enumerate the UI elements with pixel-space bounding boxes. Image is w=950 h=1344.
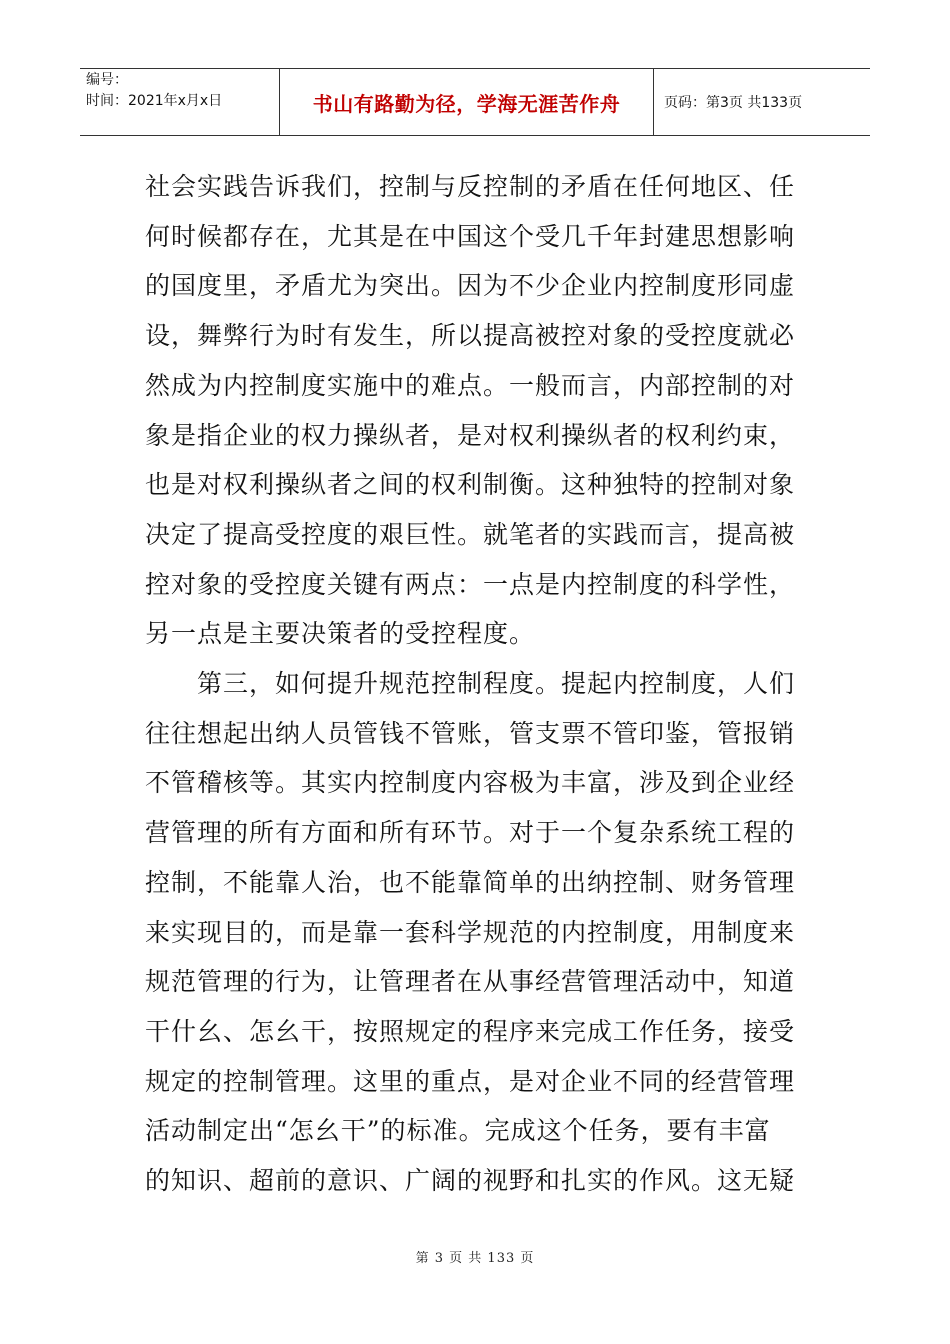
text-line: 来实现目的，而是靠一套科学规范的内控制度，用制度来 bbox=[145, 917, 796, 947]
text-line: 不管稽核等。其实内控制度内容极为丰富，涉及到企业经 bbox=[145, 768, 796, 798]
document-number-label: 编号： bbox=[86, 72, 128, 88]
text-line: 营管理的所有方面和所有环节。对于一个复杂系统工程的 bbox=[145, 818, 796, 848]
text-line: 社会实践告诉我们，控制与反控制的矛盾在任何地区、任 bbox=[145, 172, 796, 201]
text-line: 控对象的受控度关键有两点：一点是内控制度的科学性， bbox=[145, 569, 796, 599]
text-line: 干什幺、怎幺干，按照规定的程序来完成工作任务，接受 bbox=[145, 1016, 796, 1046]
text-line: 活动制定出“怎幺干”的标准。完成这个任务，要有丰富 bbox=[145, 1116, 771, 1146]
text-line: 另一点是主要决策者的受控程度。 bbox=[145, 619, 536, 649]
header-page-info: 页码：第3页 共133页 bbox=[664, 95, 803, 111]
paragraph-1 bbox=[145, 162, 813, 659]
text-line: 往往想起出纳人员管钱不管账，管支票不管印鉴，管报销 bbox=[145, 718, 796, 748]
text-line: 第三，如何提升规范控制程度。提起内控制度，人们 bbox=[145, 669, 796, 699]
text-line: 规范管理的行为，让管理者在从事经营管理活动中，知道 bbox=[145, 967, 796, 997]
text-line: 设，舞弊行为时有发生，所以提高被控对象的受控度就必 bbox=[145, 321, 796, 351]
text-line: 也是对权利操纵者之间的权利制衡。这种独特的控制对象 bbox=[145, 470, 796, 500]
page-footer: 第 3 页 共 133 页 bbox=[415, 1251, 535, 1266]
text-line: 的国度里，矛盾尤为突出。因为不少企业内控制度形同虚 bbox=[145, 271, 796, 301]
text-line: 象是指企业的权力操纵者，是对权利操纵者的权利约束， bbox=[145, 420, 796, 450]
header-meta-cell bbox=[80, 69, 280, 135]
text-line: 然成为内控制度实施中的难点。一般而言，内部控制的对 bbox=[145, 370, 796, 400]
text-line: 规定的控制管理。这里的重点，是对企业不同的经营管理 bbox=[145, 1066, 796, 1096]
text-line: 决定了提高受控度的艰巨性。就笔者的实践而言，提高被 bbox=[145, 519, 796, 549]
text-line: 控制，不能靠人治，也不能靠简单的出纳控制、财务管理 bbox=[145, 867, 796, 897]
text-line: 的知识、超前的意识、广阔的视野和扎实的作风。这无疑 bbox=[145, 1166, 796, 1196]
header-motto: 书山有路勤为径，学海无涯苦作舟 bbox=[280, 69, 654, 135]
document-body bbox=[145, 162, 813, 1206]
page-header bbox=[80, 68, 870, 136]
paragraph-2 bbox=[145, 659, 813, 1206]
document-time-label: 时间：2021年x月x日 bbox=[86, 93, 223, 109]
text-line: 何时候都存在，尤其是在中国这个受几千年封建思想影响 bbox=[145, 221, 796, 251]
